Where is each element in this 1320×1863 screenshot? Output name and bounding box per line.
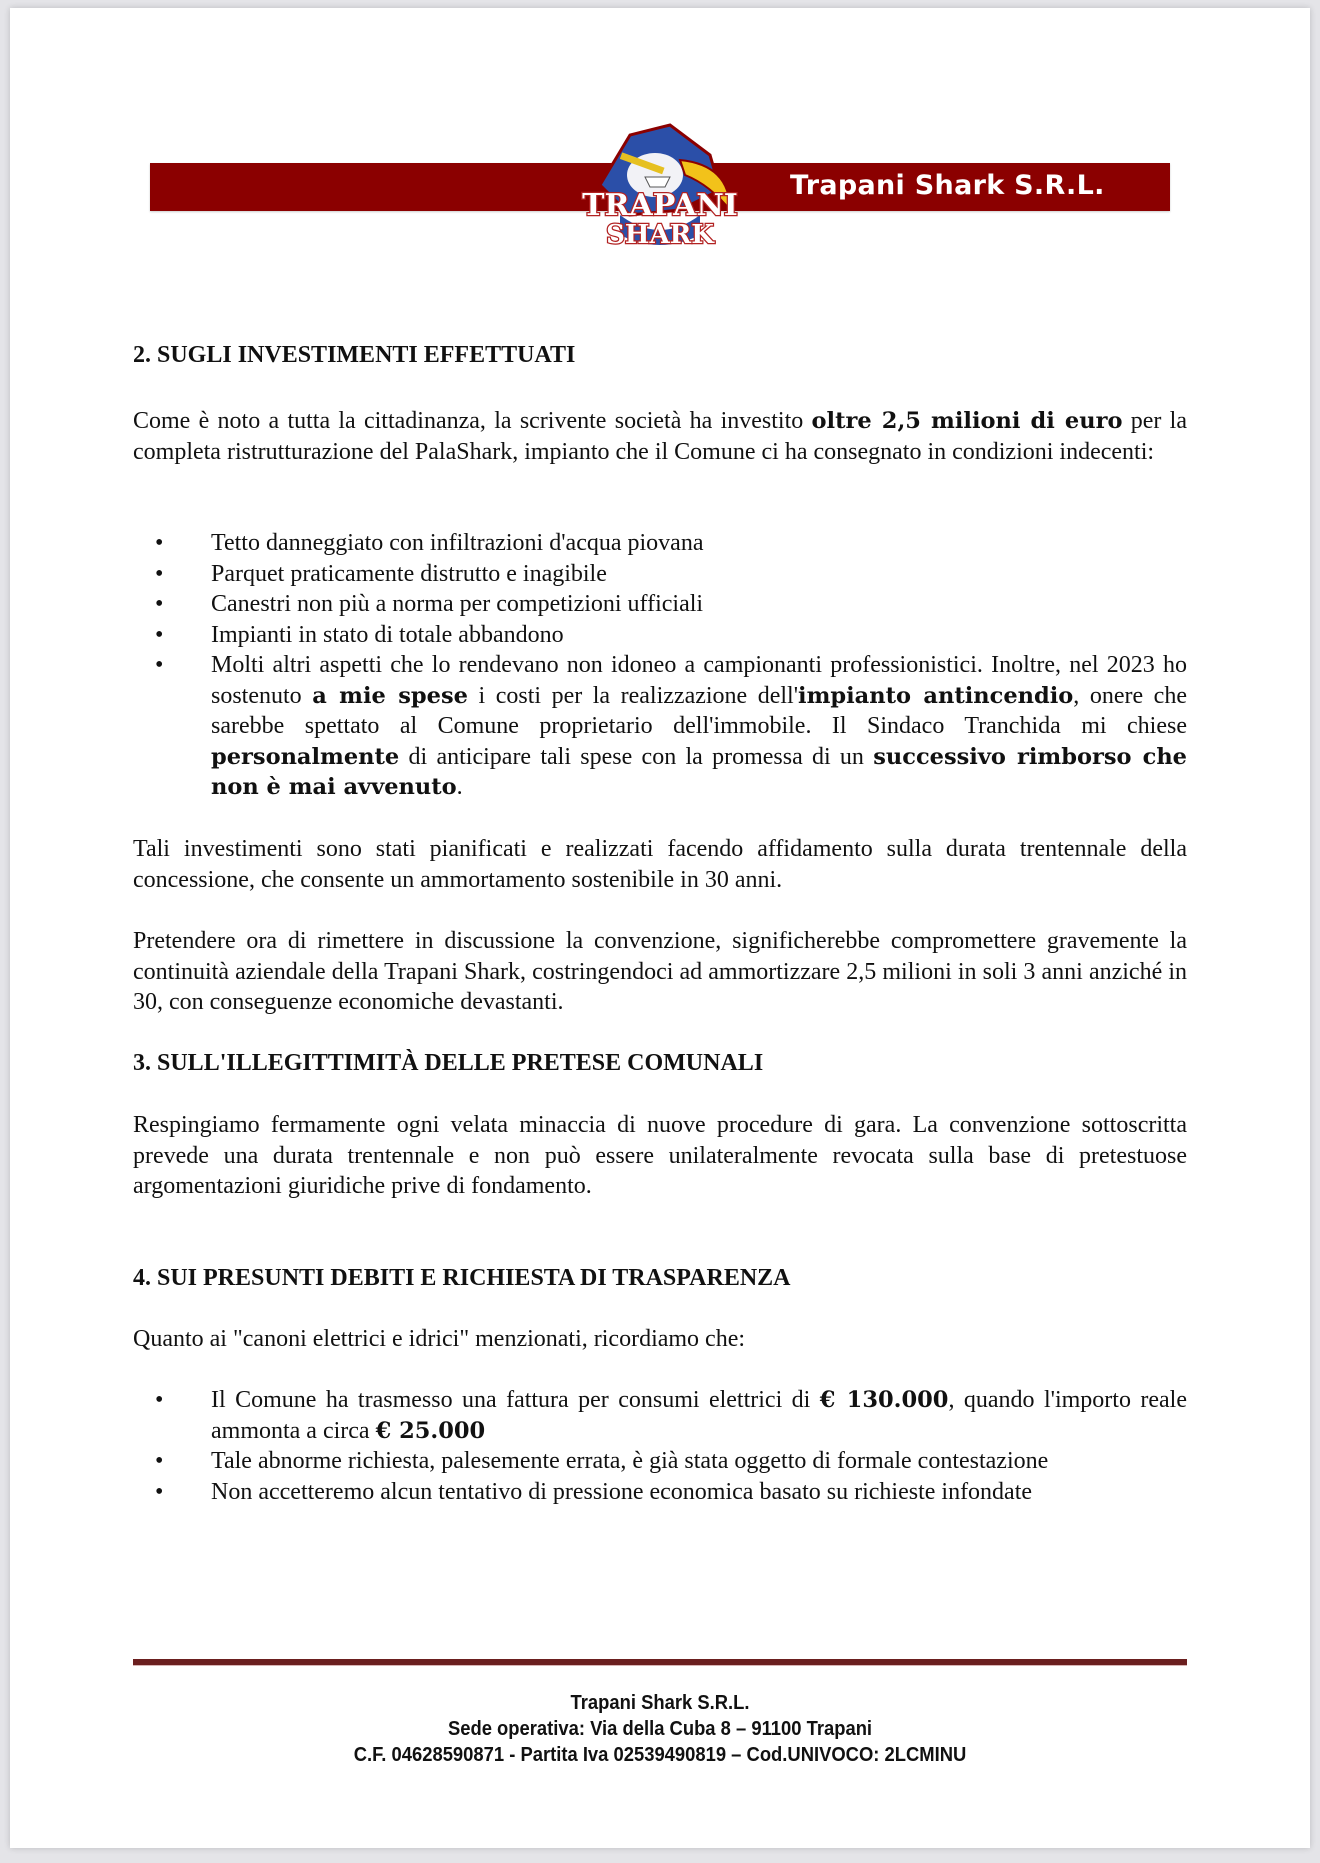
logo-text-top: TRAPANI [582,188,738,223]
trapani-shark-logo-icon [560,115,760,255]
bullet-icon: • [155,560,164,587]
footer-divider [133,1659,1187,1666]
bullet-icon: • [155,621,164,648]
footer [0,1690,1320,1768]
section-2-title: 2. SUGLI INVESTIMENTI EFFETTUATI [133,342,576,368]
footer-tax-info: C.F. 04628590871 - Partita Iva 02539490819 – Cod.UNIVOCO: 2LCMINU [353,1744,967,1766]
list-item: • Tetto danneggiato con infiltrazioni d'acqua piovana [133,528,1187,559]
bullet-icon: • [155,1448,164,1474]
section-4-intro: Quanto ai "canoni elettrici e idrici" menzionati, ricordiamo che: [133,1326,746,1352]
company-banner-title: Trapani Shark S.R.L. [790,170,1105,201]
section-2-bullet-list [133,528,1187,803]
bullet-icon: • [155,530,164,556]
bullet-icon: • [155,591,164,617]
bullet-icon: • [155,1387,164,1413]
bullet-icon: • [155,1478,164,1505]
list-item: • Non accetteremo alcun tentativo di pressione economica basato su richieste infondate [133,1477,1187,1508]
footer-company: Trapani Shark S.R.L. [570,1692,750,1714]
footer-address: Sede operativa: Via della Cuba 8 – 91100 Trapani [447,1718,873,1740]
section-2-intro: Come è noto a tutta la cittadinanza, la scrivente società ha investito oltre 2,5 milioni di euro per la completa ristrutturazione del PalaShark, impianto che il Comune ci ha consegnato in condizioni indecenti: [133,408,1188,465]
section-2-paragraph-3: Pretendere ora di rimettere in discussione la convenzione, significherebbe compromettere gravemente la continuità aziendale della Trapani Shark, costringendoci ad ammortizzare 2,5 milioni in soli 3 anni anziché in 30, con conseguenze economiche devastanti. [133,928,1187,1015]
section-4-bullet-list [133,1385,1187,1507]
section-3-paragraph: Respingiamo fermamente ogni velata minaccia di nuove procedure di gara. La convenzione sottoscritta prevede una durata trentennale e non può essere unilateralmente revocata sulla base di pretestuose argomentazioni giuridiche prive di fondamento. [133,1112,1187,1199]
section-3-title: 3. SULL'ILLEGITTIMITÀ DELLE PRETESE COMUNALI [133,1050,764,1076]
section-2-paragraph-2: Tali investimenti sono stati pianificati e realizzati facendo affidamento sulla durata trentennale della concessione, che consente un ammortamento sostenibile in 30 anni. [133,836,1187,893]
section-4-title: 4. SUI PRESUNTI DEBITI E RICHIESTA DI TRASPARENZA [133,1265,791,1291]
logo-text-bottom: SHARK [606,220,714,250]
list-item: • Impianti in stato di totale abbandono [133,620,1187,651]
list-item: • Tale abnorme richiesta, palesemente errata, è già stata oggetto di formale contestazione [133,1446,1187,1477]
list-item: • Molti altri aspetti che lo rendevano non idoneo a campionanti professionistici. Inoltre, nel 2023 ho sostenuto a mie spese i costi per la realizzazione dell'impianto antincendio, onere che sarebbe spettato al Comune proprietario dell'immobile. Il Sindaco Tranchida mi chiese personalmente di anticipare tali spese con la promessa di un successivo rimborso che non è mai avvenuto. [155,652,1187,800]
list-item: • Parquet praticamente distrutto e inagibile [133,559,1187,590]
list-item: • Canestri non più a norma per competizioni ufficiali [133,589,1187,620]
list-item: • Il Comune ha trasmesso una fattura per consumi elettrici di € 130.000, quando l'importo reale ammonta a circa € 25.000 [155,1387,1187,1444]
bullet-icon: • [155,652,164,678]
